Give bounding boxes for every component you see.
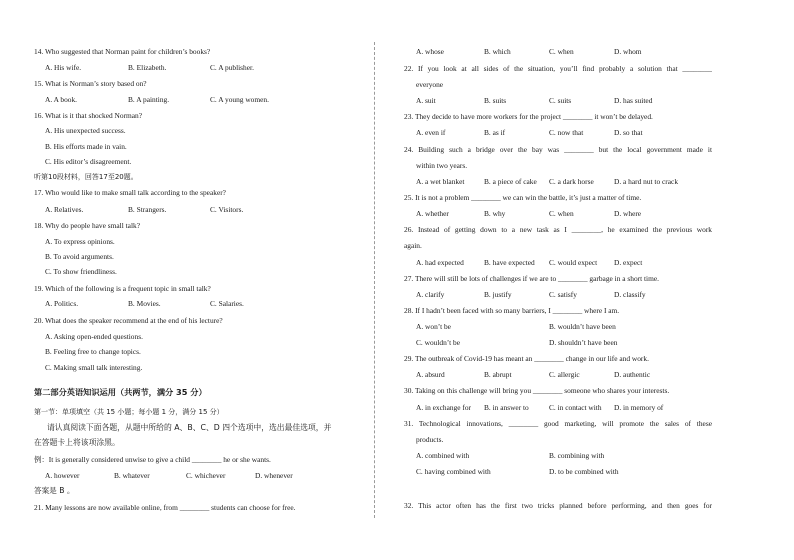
question-30-option-c: C. in contact with — [549, 403, 602, 412]
question-26-option-c: C. would expect — [549, 258, 598, 267]
question-31-stem-line-1: 31. Technological innovations, ________ good marketing, will promote the sales of these — [404, 419, 712, 428]
question-18-option-c: C. To show friendliness. — [45, 267, 117, 276]
part-2-title: 第二部分英语知识运用（共两节，满分 35 分） — [34, 387, 207, 397]
question-25-option-d: D. where — [614, 209, 642, 218]
question-19-option-b: B. Movies. — [128, 299, 161, 308]
question-22-option-d: D. has suited — [614, 96, 653, 105]
question-20-option-c: C. Making small talk interesting. — [45, 363, 143, 372]
example-option-a: A. however — [45, 471, 80, 480]
question-24-stem-line-1: 24. Building such a bridge over the bay was ________ but the local government made it — [404, 145, 712, 154]
question-21-option-a: A. whose — [416, 47, 444, 56]
question-17-option-b: B. Strangers. — [128, 205, 167, 214]
question-30-option-a: A. in exchange for — [416, 403, 471, 412]
question-31-option-a: A. combined with — [416, 451, 470, 460]
example-answer: 答案是 B 。 — [34, 486, 75, 495]
question-16-option-c: C. His editor’s disagreement. — [45, 157, 132, 166]
question-29-option-b: B. abrupt — [484, 370, 512, 379]
question-17-option-a: A. Relatives. — [45, 205, 84, 214]
question-16-option-b: B. His efforts made in vain. — [45, 142, 127, 151]
question-21-option-c: C. when — [549, 47, 574, 56]
question-23-option-a: A. even if — [416, 128, 446, 137]
question-29-option-d: D. authentic — [614, 370, 651, 379]
question-19-option-a: A. Politics. — [45, 299, 79, 308]
question-29-option-c: C. allergic — [549, 370, 580, 379]
question-28-option-d: D. shouldn’t have been — [549, 338, 618, 347]
question-21-option-d: D. whom — [614, 47, 642, 56]
listening-note: 听第10段材料，回答17至20题。 — [34, 173, 138, 181]
question-20-option-a: A. Asking open-ended questions. — [45, 332, 143, 341]
question-14-stem: 14. Who suggested that Norman paint for children’s books? — [34, 47, 211, 56]
question-28-option-a: A. won’t be — [416, 322, 451, 331]
question-27-option-d: D. classify — [614, 290, 646, 299]
left-column — [0, 0, 372, 560]
question-15-stem: 15. What is Norman’s story based on? — [34, 79, 147, 88]
instruction-line-1: 请认真阅读下面各题，从题中所给的 A、B、C、D 四个选项中，选出最佳选项，并 — [47, 423, 332, 432]
question-23-option-c: C. now that — [549, 128, 584, 137]
question-28-option-c: C. wouldn’t be — [416, 338, 461, 347]
question-14-option-a: A. His wife. — [45, 63, 82, 72]
question-27-option-c: C. satisfy — [549, 290, 577, 299]
question-30-stem: 30. Taking on this challenge will bring you ________ someone who shares your interests. — [404, 386, 670, 395]
question-18-option-a: A. To express opinions. — [45, 237, 115, 246]
question-30-option-b: B. in answer to — [484, 403, 529, 412]
question-15-option-c: C. A young women. — [210, 95, 269, 104]
question-24-option-a: A. a wet blanket — [416, 177, 465, 186]
question-28-option-b: B. wouldn’t have been — [549, 322, 616, 331]
question-22-option-c: C. suits — [549, 96, 572, 105]
question-32-stem-line-1: 32. This actor often has the first two tricks planned before performing, and then goes for — [404, 501, 712, 510]
question-31-option-c: C. having combined with — [416, 467, 491, 476]
question-24-option-d: D. a hard nut to crack — [614, 177, 679, 186]
question-27-option-b: B. justify — [484, 290, 512, 299]
question-19-option-c: C. Salaries. — [210, 299, 244, 308]
question-15-option-a: A. A book. — [45, 95, 78, 104]
question-23-option-d: D. so that — [614, 128, 643, 137]
question-22-option-b: B. suits — [484, 96, 507, 105]
column-divider — [374, 42, 375, 518]
right-column — [378, 0, 794, 560]
example-option-c: C. whichever — [186, 471, 226, 480]
question-25-option-c: C. when — [549, 209, 574, 218]
question-21-stem: 21. Many lessons are now available online, from ________ students can choose for free. — [34, 503, 296, 512]
question-30-option-d: D. in memory of — [614, 403, 664, 412]
question-22-stem-line-2: everyone — [416, 80, 444, 89]
question-15-option-b: B. A painting. — [128, 95, 170, 104]
question-31-stem-line-2: products. — [416, 435, 444, 444]
instruction-line-2: 在答题卡上将该项涂黑。 — [34, 438, 120, 447]
question-23-option-b: B. as if — [484, 128, 506, 137]
question-18-option-b: B. To avoid arguments. — [45, 252, 114, 261]
question-25-stem: 25. It is not a problem ________ we can win the battle, it’s just a matter of time. — [404, 193, 642, 202]
question-22-option-a: A. suit — [416, 96, 436, 105]
question-14-option-b: B. Elizabeth. — [128, 63, 167, 72]
question-24-option-b: B. a piece of cake — [484, 177, 537, 186]
example-stem: 例：It is generally considered unwise to give a child ________ he or she wants. — [34, 455, 271, 464]
question-21-option-b: B. which — [484, 47, 511, 56]
question-17-stem: 17. Who would like to make small talk according to the speaker? — [34, 188, 226, 197]
question-24-option-c: C. a dark horse — [549, 177, 594, 186]
question-18-stem: 18. Why do people have small talk? — [34, 221, 140, 230]
question-20-option-b: B. Feeling free to change topics. — [45, 347, 141, 356]
question-31-option-d: D. to be combined with — [549, 467, 619, 476]
question-26-stem-line-2: again. — [404, 241, 422, 250]
example-option-d: D. whenever — [255, 471, 293, 480]
question-16-option-a: A. His unexpected success. — [45, 126, 126, 135]
question-26-option-a: A. had expected — [416, 258, 464, 267]
question-23-stem: 23. They decide to have more workers for the project ________ it won’t be delayed. — [404, 112, 653, 121]
question-24-stem-line-2: within two years. — [416, 161, 468, 170]
question-16-stem: 16. What is it that shocked Norman? — [34, 111, 143, 120]
question-17-option-c: C. Visitors. — [210, 205, 244, 214]
question-26-stem-line-1: 26. Instead of getting down to a new task as I ________, he examined the previous work — [404, 225, 712, 234]
section-1-title: 第一节：单项填空（共 15 小题；每小题 1 分，满分 15 分） — [34, 408, 224, 416]
question-22-stem-line-1: 22. If you look at all sides of the situation, you’ll find probably a solution that ________ — [404, 64, 712, 73]
question-20-stem: 20. What does the speaker recommend at the end of his lecture? — [34, 316, 223, 325]
question-27-stem: 27. There will still be lots of challenges if we are to ________ garbage in a short time. — [404, 274, 659, 283]
question-29-option-a: A. absurd — [416, 370, 445, 379]
question-14-option-c: C. A publisher. — [210, 63, 254, 72]
question-31-option-b: B. combining with — [549, 451, 605, 460]
question-26-option-d: D. expect — [614, 258, 643, 267]
example-option-b: B. whatever — [114, 471, 150, 480]
question-25-option-b: B. why — [484, 209, 506, 218]
question-19-stem: 19. Which of the following is a frequent topic in small talk? — [34, 284, 211, 293]
question-26-option-b: B. have expected — [484, 258, 535, 267]
question-25-option-a: A. whether — [416, 209, 449, 218]
question-29-stem: 29. The outbreak of Covid-19 has meant an ________ change in our life and work. — [404, 354, 649, 363]
question-27-option-a: A. clarify — [416, 290, 445, 299]
question-28-stem: 28. If I hadn’t been faced with so many barriers, I ________ where I am. — [404, 306, 620, 315]
